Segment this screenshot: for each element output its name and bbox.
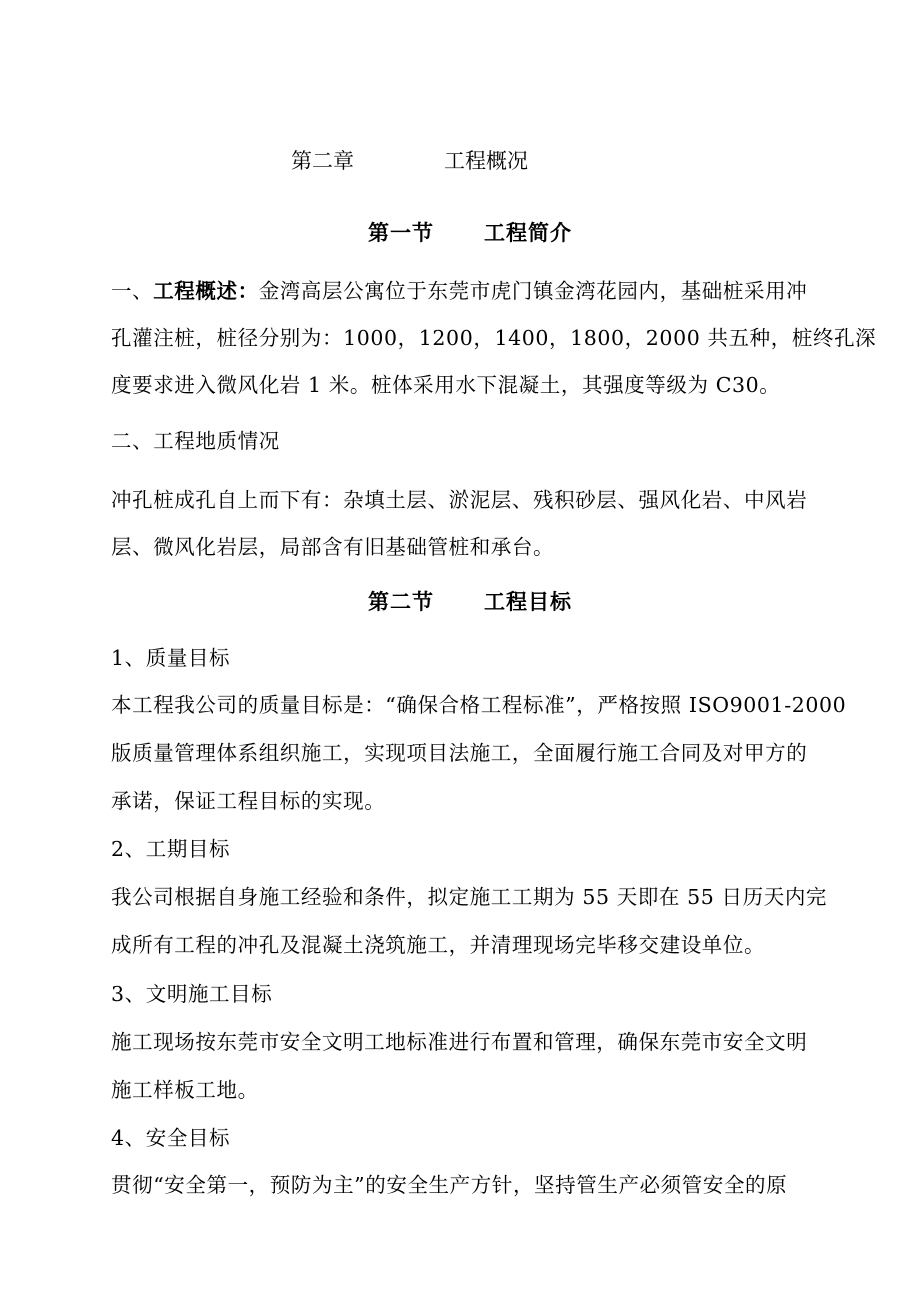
safety-paragraph-line-1: 贯彻“安全第一，预防为主”的安全生产方针，坚持管生产必须管安全的原 [111,1173,788,1197]
schedule-paragraph-line-2: 成所有工程的冲孔及混凝土浇筑施工，并清理现场完毕移交建设单位。 [111,933,766,957]
civil-paragraph-line-1: 施工现场按东莞市安全文明工地标准进行布置和管理，确保东莞市安全文明 [111,1030,808,1054]
schedule-paragraph-line-1: 我公司根据自身施工经验和条件，拟定施工工期为 55 天即在 55 日历天内完 [111,885,828,909]
chapter-heading [291,148,528,174]
section-heading-2 [368,589,572,615]
overview-text: 金湾高层公寓位于东莞市虎门镇金湾花园内，基础桩采用冲 [258,279,808,303]
quality-paragraph-line-1: 本工程我公司的质量目标是：“确保合格工程标准”，严格按照 ISO9001-2000 [111,693,847,717]
safety-heading: 4、安全目标 [111,1126,231,1150]
section-title: 工程简介 [484,220,572,245]
geology-paragraph-line-1: 冲孔桩成孔自上而下有：杂填土层、淤泥层、残积砂层、强风化岩、中风岩 [111,488,808,512]
overview-label: 工程概述： [153,279,259,303]
civil-heading: 3、文明施工目标 [111,982,273,1006]
section-heading-1 [368,220,572,246]
overview-prefix: 一、 [111,279,154,303]
overview-paragraph-line-2: 孔灌注桩，桩径分别为：1000，1200，1400，1800，2000 共五种，桩终孔深 [111,326,877,350]
section-number: 第一节 [368,220,434,245]
geology-paragraph-line-2: 层、微风化岩层，局部含有旧基础管桩和承台。 [111,535,555,559]
chapter-number: 第二章 [291,149,354,173]
overview-paragraph-line-3: 度要求进入微风化岩 1 米。桩体采用水下混凝土，其强度等级为 C30。 [111,373,781,397]
geology-heading: 二、工程地质情况 [111,429,280,453]
quality-paragraph-line-2: 版质量管理体系组织施工，实现项目法施工，全面履行施工合同及对甲方的 [111,741,808,765]
quality-heading: 1、质量目标 [111,646,231,670]
section-title: 工程目标 [484,589,572,614]
section-number: 第二节 [368,589,434,614]
schedule-heading: 2、工期目标 [111,837,231,861]
quality-paragraph-line-3: 承诺，保证工程目标的实现。 [111,789,386,813]
chapter-title: 工程概况 [444,149,528,173]
civil-paragraph-line-2: 施工样板工地。 [111,1078,259,1102]
overview-paragraph-line-1 [111,278,807,304]
